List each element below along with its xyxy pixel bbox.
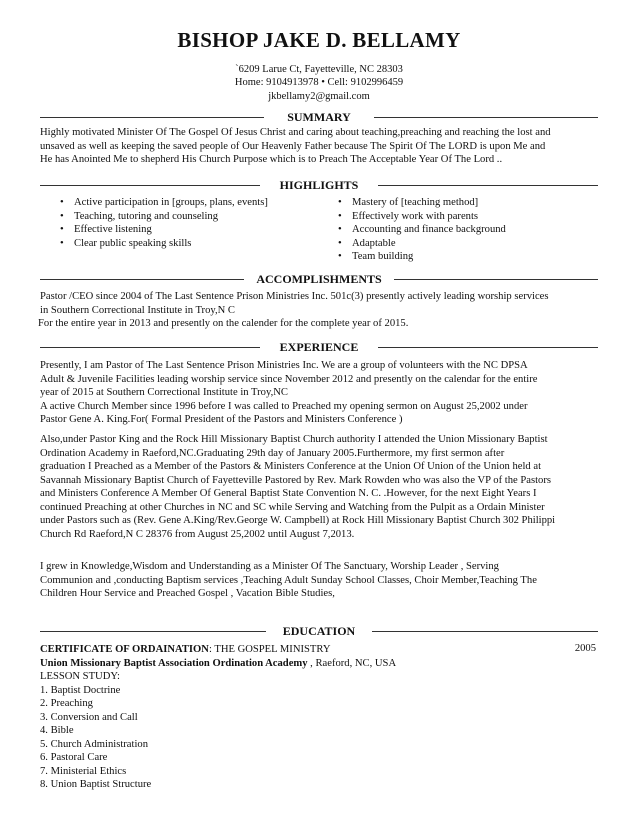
accomplishment-line: Pastor /CEO since 2004 of The Last Sentence Prison Ministries Inc. 501c(3) presently actively leading worship services [40,291,549,302]
education-title: EDUCATION [282,624,356,638]
lesson-item: 6. Pastoral Care [40,752,108,763]
bullet-icon: • [60,197,64,208]
bullet-icon: • [338,197,342,208]
email-line: jkbellamy2@gmail.com [268,91,370,102]
highlights-right-list [338,196,506,264]
experience-line: Church Rd Raeford,N C 28376 from August 25,2002 until August 7,2013. [40,528,355,540]
certificate-detail: : THE GOSPEL MINISTRY [208,644,331,655]
resume-name: BISHOP JAKE D. BELLAMY [177,28,461,52]
experience-line: Communion and ,conducting Baptism services ,Teaching Adult Sunday School Classes, Choir Member,Teaching The [40,574,537,586]
experience-line: year of 2015 at Southern Correctional Institute in Troy,NC [40,387,288,398]
experience-heading [40,340,598,354]
highlight-item: • Adaptable [338,237,396,249]
address-line: `6209 Larue Ct, Fayetteville, NC 28303 [235,64,403,75]
summary-heading [40,110,598,124]
experience-line: Presently, I am Pastor of The Last Sentence Prison Ministries Inc. We are a group of volunteers with the NC DPSA [40,360,528,371]
bullet-icon: • [338,251,342,262]
experience-line: graduation I Preached as a Member of the Pastors & Ministers Conference at the Union Of Union of the Union held at [40,461,542,472]
accomplishments-text [40,290,600,331]
highlight-item: • Mastery of [teaching method] [338,197,479,208]
experience-line: Pastor Gene A. King.For( Formal President of the Pastors and Ministers Conference ) [40,414,403,425]
accomplishment-line: in Southern Correctional Institute in Troy,N C [40,304,235,316]
lesson-item: 3. Conversion and Call [40,711,138,723]
experience-line: I grew in Knowledge,Wisdom and Understanding as a Minister Of The Sanctuary, Worship Leader , Serving [40,561,499,572]
accomplishments-title: ACCOMPLISHMENTS [256,272,382,286]
bullet-icon: • [60,210,64,222]
lesson-item: 1. Baptist Doctrine [40,684,121,696]
lesson-study-label: LESSON STUDY: [40,671,120,682]
highlight-item: • Effective listening [60,224,152,235]
lesson-item: 7. Ministerial Ethics [40,765,127,777]
experience-line: and Ministers Conference A Member Of General Baptist State Convention N. C. .However, for the next Eight Years I [40,488,537,499]
highlight-item: • Clear public speaking skills [60,237,192,249]
experience-line: continued Preaching at other Churches in NC and SC while Serving and Watching from the Pulpit as a Ordain Minister [40,501,545,513]
summary-line: Highly motivated Minister Of The Gospel Of Jesus Christ and caring about teaching,preaching and reaching the lost and [40,127,551,138]
experience-line: Children Hour Service and Preached Gospel , Vacation Bible Studies, [40,588,335,599]
school-location: , Raeford, NC, USA [307,657,397,669]
school-line [40,657,600,671]
summary-line: He has Anointed Me to shepherd His Church Purpose which is to Preach The Acceptable Year Of The Lord .. [40,154,503,165]
bullet-icon: • [338,237,342,249]
phone-line: Home: 9104913978 • Cell: 9102996459 [234,77,404,88]
education-details [40,643,600,792]
highlight-item: • Teaching, tutoring and counseling [60,210,219,222]
accomplishment-line: For the entire year in 2013 and presently on the calender for the complete year of 2015. [38,318,409,329]
lesson-item: 8. Union Baptist Structure [40,779,152,790]
bullet-icon: • [60,237,64,249]
experience-paragraph-3 [40,560,600,601]
highlights-heading [40,178,598,192]
highlight-item: • Team building [338,251,414,262]
experience-line: A active Church Member since 1996 before I was called to Preached my opening sermon on August 25,2002 under [40,400,528,412]
bullet-icon: • [338,224,342,235]
summary-line: unsaved as well as keeping the saved people of Our Heavenly Father because The Spirit Of The LORD is upon Me and [40,140,546,152]
bullet-icon: • [60,224,64,235]
experience-title: EXPERIENCE [279,340,359,354]
experience-line: Savannah Missionary Baptist Church of Fayetteville Pastored by Rev. Mark Rowden who was also the VP of the Pastors [40,474,551,486]
summary-text [40,126,600,167]
highlight-item: • Effectively work with parents [338,210,479,222]
lesson-item: 5. Church Administration [40,738,148,750]
highlights-left-list [60,196,268,250]
lesson-item: 4. Bible [40,725,74,736]
experience-paragraph-1 [40,359,600,427]
experience-line: under Pastors such as (Rev. Gene A.King/Rev.George W. Campbell) at Rock Hill Missionary Baptist Church 302 Philippi [40,515,556,526]
certificate-line [40,643,600,657]
certificate-label: CERTIFICATE OF ORDAINATION [40,644,209,655]
education-heading [40,624,598,638]
school-name: Union Missionary Baptist Association Ordination Academy [40,657,308,669]
experience-line: Adult & Juvenile Facilities leading worship service since November 2012 and presently on the calendar for the entire [40,373,538,385]
lesson-item: 2. Preaching [40,698,93,709]
accomplishments-heading [40,272,598,286]
highlight-item: • Active participation in [groups, plans, events] [60,197,268,208]
experience-line: Also,under Pastor King and the Rock Hill Missionary Baptist Church authority I attended the Union Missionary Baptist [40,434,548,445]
experience-line: Ordination Academy in Raeford,NC.Graduating 29th day of January 2005.Furthermore, my first sermon after [40,447,505,459]
experience-paragraph-2 [40,433,600,541]
summary-title: SUMMARY [287,110,351,124]
bullet-icon: • [338,210,342,222]
education-year: 2005 [574,643,596,654]
highlights-title: HIGHLIGHTS [279,178,359,192]
highlight-item: • Accounting and finance background [338,224,506,235]
